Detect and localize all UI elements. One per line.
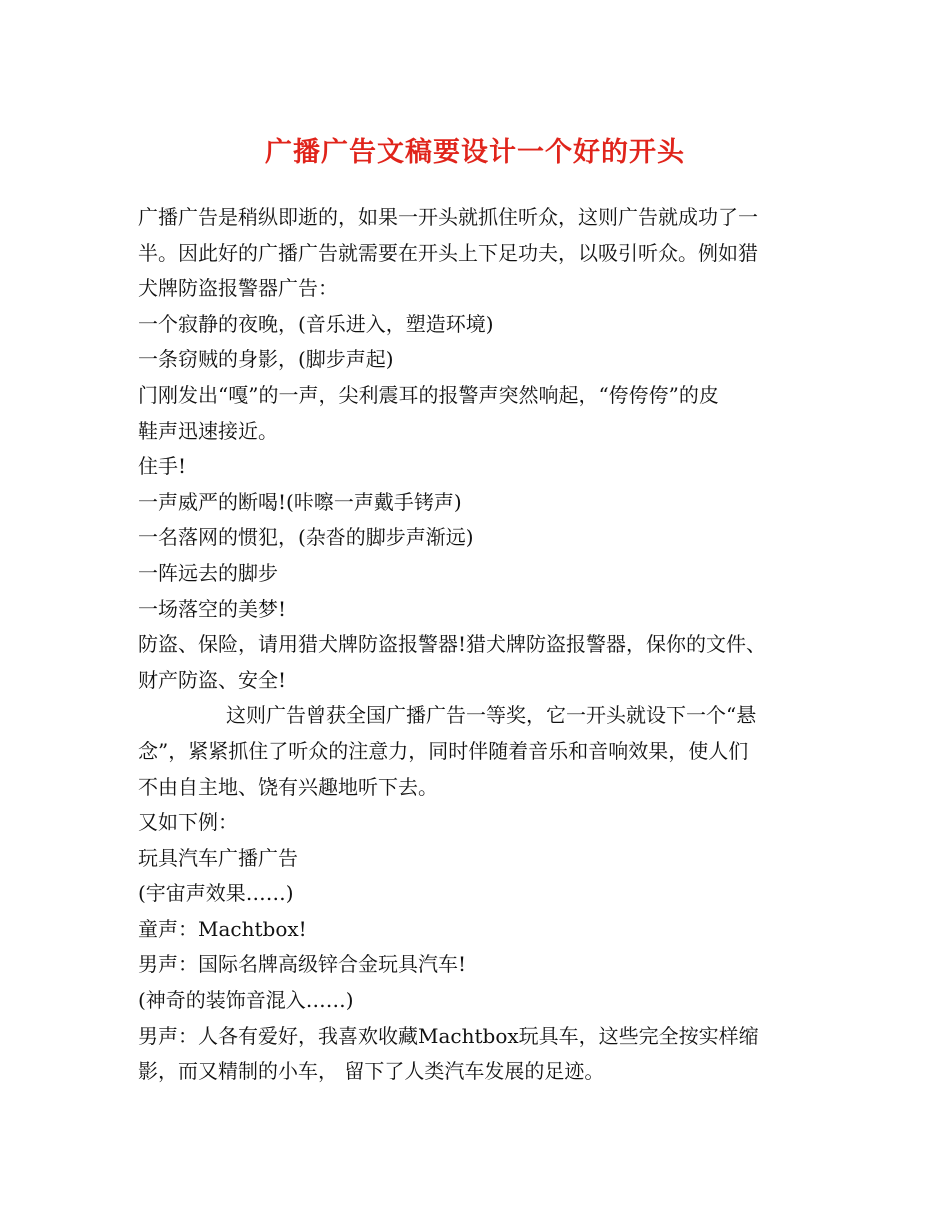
text-line: 影，而又精制的小车， 留下了人类汽车发展的足迹。: [138, 1059, 605, 1084]
text-line: 住手!: [138, 454, 187, 479]
text-line: 防盗、保险，请用猎犬牌防盗报警器!猎犬牌防盗报警器，保你的文件、: [138, 632, 767, 657]
text-line: 不由自主地、饶有兴趣地听下去。: [138, 774, 438, 799]
text-line: 男声：人各有爱好，我喜欢收藏Machtbox玩具车，这些完全按实样缩: [138, 1023, 759, 1048]
text-line: 一条窃贼的身影，(脚步声起): [138, 347, 394, 372]
text-line: (宇宙声效果……): [138, 881, 294, 906]
text-line: 又如下例：: [138, 810, 238, 835]
text-line: 犬牌防盗报警器广告：: [138, 276, 338, 301]
text-line: 童声：Machtbox!: [138, 916, 307, 941]
text-line: 一声威严的断喝!(咔嚓一声戴手铐声): [138, 489, 462, 514]
text-line: 男声：国际名牌高级锌合金玩具汽车!: [138, 952, 467, 977]
text-line: 一个寂静的夜晚，(音乐进入，塑造环境): [138, 311, 494, 336]
text-line: 这则广告曾获全国广播广告一等奖，它一开头就设下一个“悬: [226, 703, 757, 728]
page-title: 广播广告文稿要设计一个好的开头: [265, 137, 685, 168]
text-line: 广播广告是稍纵即逝的，如果一开头就抓住听众，这则广告就成功了一: [138, 205, 758, 229]
text-line: 门刚发出“嘎”的一声，尖利震耳的报警声突然响起，“侉侉侉”的皮: [138, 382, 719, 407]
text-line: 一场落空的美梦!: [138, 596, 287, 621]
text-line: 念”，紧紧抓住了听众的注意力，同时伴随着音乐和音响效果，使人们: [138, 738, 749, 763]
text-line: 半。因此好的广播广告就需要在开头上下足功夫，以吸引听众。例如猎: [138, 240, 758, 265]
text-line: 玩具汽车广播广告: [138, 845, 298, 870]
text-line: 财产防盗、安全!: [138, 667, 287, 692]
body-text: [138, 200, 828, 1090]
text-line: 一阵远去的脚步: [138, 560, 278, 585]
text-line: (神奇的装饰音混入……): [138, 988, 354, 1013]
text-line: 一名落网的惯犯，(杂沓的脚步声渐远): [138, 525, 474, 550]
text-line: 鞋声迅速接近。: [138, 418, 278, 443]
